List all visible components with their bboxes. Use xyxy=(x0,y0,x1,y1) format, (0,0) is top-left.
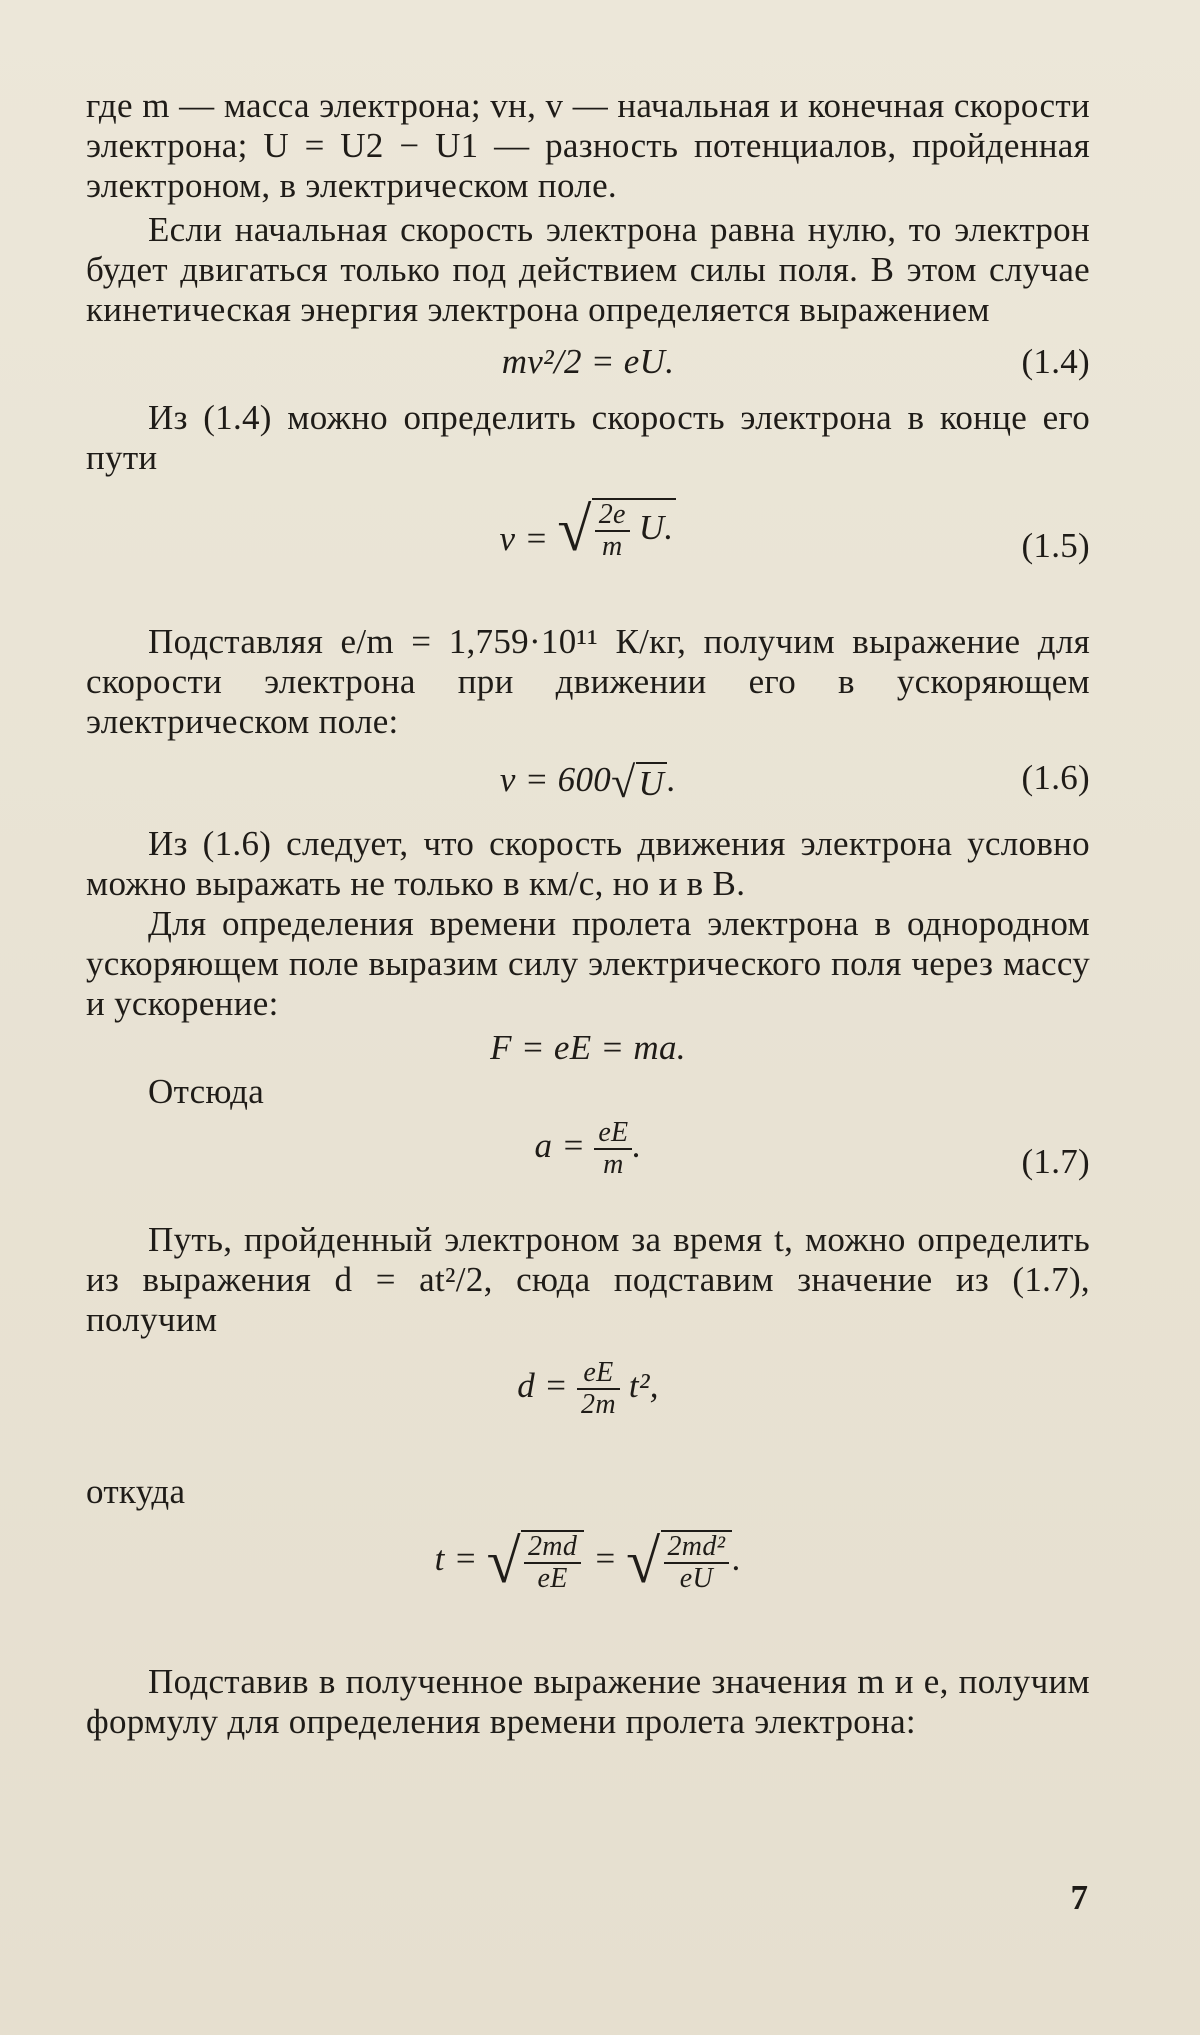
equation-time-numerator-2: 2md² xyxy=(664,1532,730,1564)
paragraph-7: Отсюда xyxy=(148,1072,265,1111)
equation-1-6-radicand: U xyxy=(636,762,668,804)
equation-distance-tail: t², xyxy=(628,1366,659,1406)
equation-1-4 xyxy=(86,342,1090,386)
equation-force xyxy=(86,1028,1090,1072)
equation-1-4-number: (1.4) xyxy=(1021,342,1090,381)
equation-1-5-number: (1.5) xyxy=(1021,526,1090,565)
equation-1-5-lhs: v = xyxy=(499,519,549,558)
paragraph-4: Подставляя e/m = 1,759·10¹¹ К/кг, получим выражение для скорости электрона при движении его в ускоряющем электрическом поле: xyxy=(86,622,1090,741)
equation-time-equals: = xyxy=(593,1539,618,1579)
paragraph-9: откуда xyxy=(86,1472,186,1511)
equation-distance-numerator: eE xyxy=(577,1358,620,1390)
equation-1-7 xyxy=(86,1118,1090,1206)
paragraph-8: Путь, пройденный электроном за время t, можно определить из выражения d = at²/2, сюда подставим значение из (1.7), получим xyxy=(86,1220,1090,1339)
equation-1-5-rhs: U. xyxy=(638,508,674,548)
sqrt-symbol: √ $\frac{2e}{m}$ U. xyxy=(557,498,676,562)
equation-force-formula: F = eE = ma. xyxy=(490,1028,686,1067)
equation-1-6-lhs: v = 600 xyxy=(499,760,612,800)
equation-1-6: v = 600√U. (1.6) xyxy=(499,758,1090,807)
equation-1-6-number: (1.6) xyxy=(1021,758,1090,797)
equation-1-5 xyxy=(86,498,1090,608)
paragraph-3: Из (1.4) можно определить скорость электрона в конце его пути xyxy=(86,398,1090,477)
paragraph-10: Подставив в полученное выражение значения m и e, получим формулу для определения времени пролета электрона: xyxy=(86,1662,1090,1741)
equation-1-4-formula: mv²/2 = eU. xyxy=(501,342,675,381)
paragraph-2: Если начальная скорость электрона равна нулю, то электрон будет двигаться только под действием силы поля. В этом случае кинетическая энергия электрона определяется выражением xyxy=(86,210,1090,329)
equation-distance-denominator: 2m xyxy=(581,1389,616,1420)
equation-distance xyxy=(86,1358,1090,1458)
equation-time-denominator-1: eE xyxy=(537,1563,568,1594)
equation-1-7-number: (1.7) xyxy=(1021,1142,1090,1181)
equation-time-numerator-1: 2md xyxy=(524,1532,581,1564)
equation-1-7-lhs: a = xyxy=(534,1126,586,1166)
equation-1-6-tail: . xyxy=(667,760,677,800)
equation-1-7-tail: . xyxy=(632,1126,642,1166)
equation-1-5-denominator: m xyxy=(601,531,623,562)
page-number: 7 xyxy=(1070,1878,1088,1917)
equation-distance-lhs: d = xyxy=(517,1366,568,1406)
equation-1-7-denominator: m xyxy=(603,1149,624,1180)
equation-time-tail: . xyxy=(732,1539,742,1579)
paragraph-5: Из (1.6) следует, что скорость движения электрона условно можно выражать не только в км/с, но и в В. xyxy=(86,824,1090,903)
equation-time: t = √ $\frac{2md}{eE}$ = √ $\frac{\text{2md²}}{eU}$ . xyxy=(434,1528,742,1596)
equation-1-7-numerator: eE xyxy=(594,1118,632,1150)
equation-1-5-numerator: 2e xyxy=(595,500,630,532)
paragraph-1: где m — масса электрона; vн, v — начальная и конечная скорости электрона; U = U2 − U1 — разность потенциалов, пройденная электроном, в электрическом поле. xyxy=(86,86,1090,205)
page-text xyxy=(86,86,1090,1742)
paragraph-6: Для определения времени пролета электрона в однородном ускоряющем поле выразим силу электрического поля через массу и ускорение: xyxy=(86,904,1090,1023)
equation-time-lhs: t = xyxy=(434,1539,478,1579)
equation-time-denominator-2: eU xyxy=(679,1563,714,1594)
